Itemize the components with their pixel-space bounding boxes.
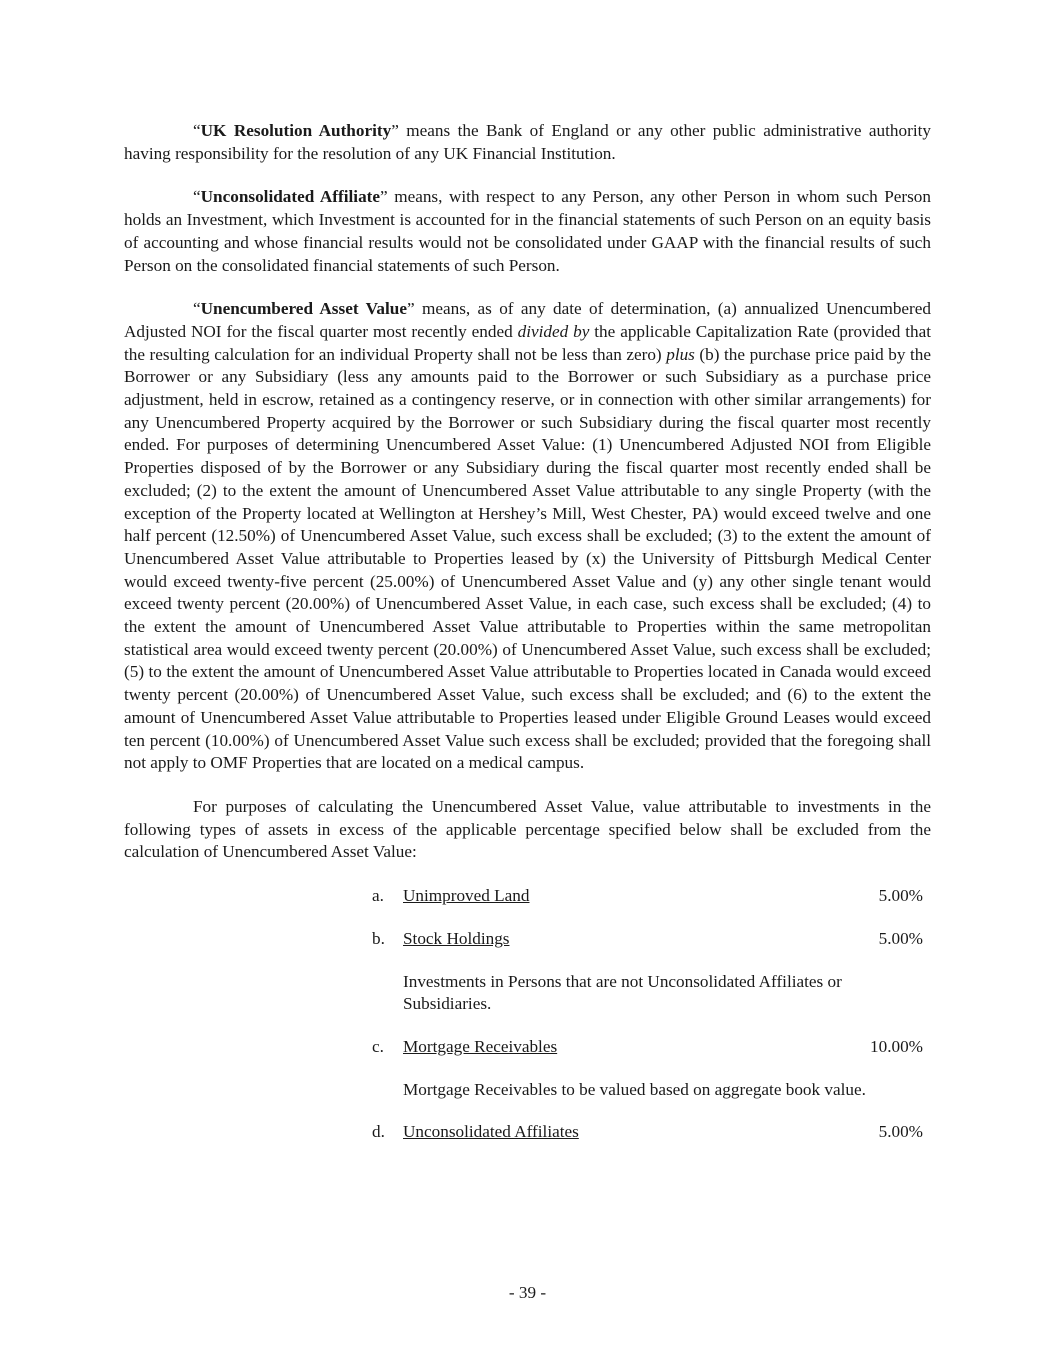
item-letter: c. — [372, 1036, 384, 1056]
defined-term: Unencumbered Asset Value — [200, 299, 407, 319]
item-percent: 5.00% — [878, 886, 923, 906]
open-quote: “ — [193, 121, 201, 140]
close-quote: ” — [406, 299, 415, 319]
defined-term: UK Resolution Authority — [200, 121, 392, 140]
asset-limit-item — [372, 928, 923, 951]
close-quote: ” — [391, 121, 399, 140]
item-label: Unconsolidated Affiliates — [403, 1122, 579, 1142]
italic-text: plus — [666, 344, 695, 364]
item-percent: 5.00% — [878, 1122, 923, 1142]
item-percent: 5.00% — [878, 928, 923, 948]
item-label: Unimproved Land — [403, 886, 530, 906]
italic-text: divided by — [517, 321, 590, 341]
definition-text: the applicable Capitalization Rate (provided that the resulting calculation for an individual Property shall not be less than zero) — [124, 321, 931, 364]
definition-text: means, as of any date of determination, (a) annualized Unencumbered Adjusted NOI for the fiscal quarter most recently ended — [124, 299, 931, 341]
definition-text: (b) the purchase price paid by the Borrower or any Subsidiary (less any amounts paid to the Borrower or such Subsidiary as a purchase price adjustment, held in escrow, retained as a contingency reserve, or in connection with other similar arrangements) for any Unencumbered Property acquired by the Borrower or such Subsidiary during the fiscal quarter most recently ended. For purposes of determining Unencumbered Asset Value: (1) Unencumbered Adjusted NOI from Eligible Properties disposed of by the Borrower or any Subsidiary during the fiscal quarter most recently ended shall be excluded; (2) to the extent the amount of Unencumbered Asset Value attributable to any single Property (with the exception of the Property located at Wellington at Hershey’s Mill, West Chester, PA) would exceed twelve and one half percent (12.50%) of Unencumbered Asset Value, such excess shall be excluded; (3) to the extent the amount of Unencumbered Asset Value attributable to Properties leased by (x) the University of Pittsburgh Medical Center would exceed twenty-five percent (25.00%) of Unencumbered Asset Value and (y) any other single tenant would exceed twenty percent (20.00%) of Unencumbered Asset Value, in each case, such excess shall be excluded; (4) to the extent the amount of Unencumbered Asset Value attributable to Properties within the same metropolitan statistical area would exceed twenty percent (20.00%) of Unencumbered Asset Value, such excess shall be excluded; (5) to the extent the amount of Unencumbered Asset Value attributable to Properties located in Canada would exceed twenty percent (20.00%) of Unencumbered Asset Value, such excess shall be excluded; and (6) to the extent the amount of Unencumbered Asset Value attributable to Properties leased under Eligible Ground Leases would exceed ten percent (10.00%) of Unencumbered Asset Value such excess shall be excluded; provided that the foregoing shall not apply to OMF Properties that are located on a medical campus. — [124, 344, 931, 773]
open-quote: “ — [193, 299, 201, 319]
item-percent: 10.00% — [870, 1036, 923, 1056]
definition-text: means the Bank of England or any other public administrative authority having responsibility for the resolution of any UK Financial Institution. — [124, 121, 931, 163]
item-note: Investments in Persons that are not Unconsolidated Affiliates or Subsidiaries. — [403, 971, 842, 1014]
definition-text: means, with respect to any Person, any other Person in whom such Person holds an Investment, which Investment is accounted for in the financial statements of such Person on an equity basis of accounting and whose financial results would not be consolidated under GAAP with the financial results of such Person on the consolidated financial statements of such Person. — [124, 187, 931, 275]
item-letter: b. — [372, 928, 385, 948]
asset-limit-item — [372, 1036, 923, 1059]
item-letter: d. — [372, 1122, 385, 1142]
purposes-paragraph: For purposes of calculating the Unencumbered Asset Value, value attributable to investments in the following types of assets in excess of the applicable percentage specified below shall be excluded from the calculation of Unencumbered Asset Value: — [124, 796, 931, 862]
definition-unconsolidated-affiliate — [124, 186, 931, 277]
close-quote: ” — [380, 187, 388, 207]
open-quote: “ — [193, 187, 201, 207]
defined-term: Unconsolidated Affiliate — [200, 187, 381, 207]
item-letter: a. — [372, 886, 384, 906]
page-number: - 39 - — [508, 1283, 547, 1302]
asset-limit-item — [372, 1121, 923, 1144]
asset-limit-item — [372, 885, 923, 908]
document-page — [124, 120, 931, 1164]
item-note: Mortgage Receivables to be valued based on aggregate book value. — [403, 1079, 866, 1099]
asset-limits-list — [372, 885, 923, 1144]
definition-unencumbered-asset-value — [124, 298, 931, 775]
definition-uk-resolution-authority — [124, 120, 931, 165]
item-label: Mortgage Receivables — [403, 1036, 558, 1056]
item-label: Stock Holdings — [403, 928, 510, 948]
